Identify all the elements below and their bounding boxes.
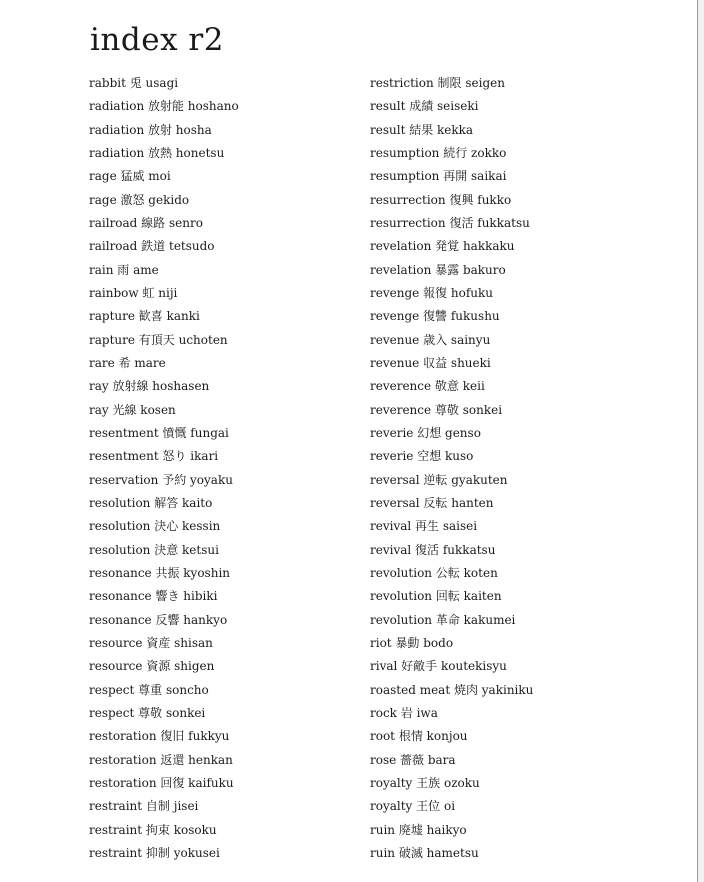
index-entry: rage 猛威 moi [89, 169, 171, 184]
index-entry: revenue 歳入 sainyu [370, 332, 491, 347]
index-entry: resource 資産 shisan [89, 635, 213, 650]
index-entry: revenge 報復 hofuku [370, 285, 493, 300]
index-entry: resumption 続行 zokko [370, 145, 507, 160]
index-entry: resumption 再開 saikai [370, 169, 507, 184]
index-entry: restoration 返還 henkan [89, 752, 233, 767]
index-entry: riot 暴動 bodo [370, 635, 454, 650]
index-entry: rainbow 虹 niji [89, 285, 178, 300]
index-entry: royalty 王族 ozoku [370, 775, 480, 790]
index-entry: ruin 廃墟 haikyo [370, 822, 467, 837]
index-entry: result 結果 kekka [370, 122, 474, 137]
index-entry: restriction 制限 seigen [370, 76, 505, 90]
index-entry: rival 好敵手 koutekisyu [370, 659, 507, 674]
right-column [370, 72, 670, 865]
index-entry: reverie 空想 kuso [370, 449, 474, 464]
index-entry: resource 資源 shigen [89, 659, 215, 674]
index-entry: restraint 自制 jisei [89, 799, 199, 814]
index-entry: reversal 反転 hanten [370, 495, 494, 510]
index-entry: reverence 尊敬 sonkei [370, 402, 503, 417]
index-entry: revival 復活 fukkatsu [370, 542, 496, 557]
index-entry: roasted meat 焼肉 yakiniku [370, 682, 534, 697]
index-entry: rare 希 mare [89, 355, 166, 370]
index-entry: radiation 放射能 hoshano [89, 99, 239, 114]
index-entry: revival 再生 saisei [370, 519, 478, 534]
index-entry: radiation 放熱 honetsu [89, 145, 225, 160]
index-entry: restoration 復旧 fukkyu [89, 729, 230, 744]
index-entry: resonance 響き hibiki [89, 589, 218, 604]
index-entry: ray 放射線 hoshasen [89, 379, 210, 394]
index-entry: resonance 反響 hankyo [89, 612, 228, 627]
index-entry: rain 雨 ame [89, 262, 159, 277]
index-entry: royalty 王位 oi [370, 799, 456, 814]
index-entry: rapture 歓喜 kanki [89, 309, 200, 324]
index-entry: resurrection 復活 fukkatsu [370, 215, 530, 230]
index-entry: reverie 幻想 genso [370, 425, 481, 440]
index-entry: revelation 暴露 bakuro [370, 262, 506, 277]
index-entry: rabbit 兎 usagi [89, 76, 179, 90]
index-entry: root 根情 konjou [370, 729, 468, 744]
index-entry: revolution 公転 koten [370, 565, 498, 580]
index-entry: resentment 憤慨 fungai [89, 425, 229, 440]
index-entry: resolution 解答 kaito [89, 495, 213, 510]
index-entry: restraint 抑制 yokusei [89, 845, 220, 860]
index-entry: ray 光線 kosen [89, 402, 176, 417]
index-entry: rose 薔薇 bara [370, 752, 456, 767]
index-entry: reversal 逆転 gyakuten [370, 472, 508, 487]
index-entry: restraint 拘束 kosoku [89, 822, 217, 837]
index-entry: revolution 回転 kaiten [370, 589, 502, 604]
index-entry: rage 激怒 gekido [89, 192, 190, 207]
index-entry: railroad 鉄道 tetsudo [89, 239, 215, 254]
index-entry: reservation 予約 yoyaku [89, 472, 233, 487]
index-entry: resentment 怒り ikari [89, 449, 219, 464]
left-column [89, 72, 354, 865]
index-entry: reverence 敬意 keii [370, 379, 485, 394]
index-entry: ruin 破滅 hametsu [370, 845, 479, 860]
index-entry: resolution 決意 ketsui [89, 542, 219, 557]
index-entry: respect 尊敬 sonkei [89, 705, 206, 720]
page-margin [698, 0, 704, 882]
index-entry: resolution 決心 kessin [89, 519, 221, 534]
index-entry: rock 岩 iwa [370, 705, 438, 720]
index-entry: revenue 収益 shueki [370, 355, 491, 370]
index-entry: revenge 復讐 fukushu [370, 309, 500, 324]
index-entry: result 成績 seiseki [370, 99, 479, 114]
index-entry: radiation 放射 hosha [89, 122, 212, 137]
index-entry: railroad 線路 senro [89, 215, 203, 230]
index-entry: revelation 発覚 hakkaku [370, 239, 515, 254]
index-entry: rapture 有頂天 uchoten [89, 332, 228, 347]
index-entry: restoration 回復 kaifuku [89, 775, 234, 790]
index-entry: revolution 革命 kakumei [370, 612, 516, 627]
index-entry: respect 尊重 soncho [89, 682, 209, 697]
index-entry: resonance 共振 kyoshin [89, 565, 231, 580]
index-entry: resurrection 復興 fukko [370, 192, 512, 207]
page-title: index r2 [90, 22, 224, 58]
